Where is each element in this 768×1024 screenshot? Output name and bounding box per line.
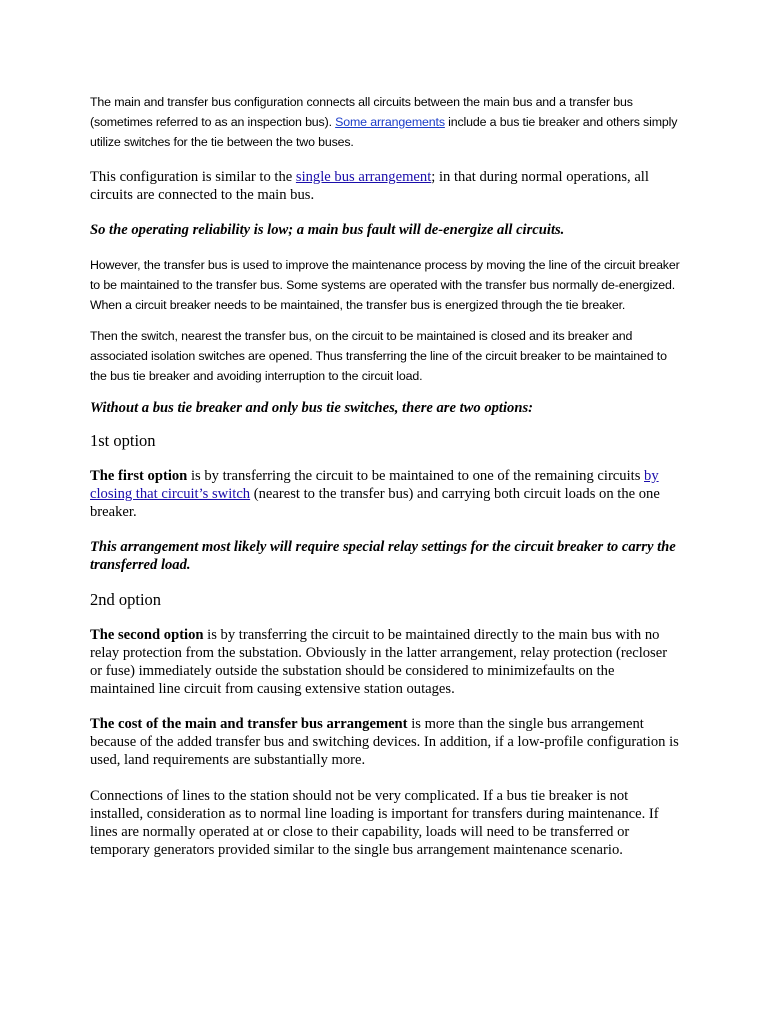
paragraph-second-option xyxy=(90,626,682,698)
closing-switch-link[interactable]: by closing that circuit’s switch xyxy=(90,468,659,502)
paragraph-similar xyxy=(90,168,682,204)
paragraph-cost xyxy=(90,715,682,769)
first-option-text-a: is by transferring the circuit to be maintained to one of the remaining circuits xyxy=(187,468,645,484)
some-arrangements-link[interactable]: Some arrangements xyxy=(335,115,445,129)
cost-bold: The cost of the main and transfer bus arrangement xyxy=(90,716,408,732)
paragraph-first-option xyxy=(90,467,682,521)
paragraph-intro xyxy=(90,92,682,152)
paragraph-intro-text-a: The main and transfer bus configuration connects all circuits between the main bus and a transfer bus (sometimes referred to as an inspection bus). xyxy=(90,95,633,129)
first-option-text-b: (nearest to the transfer bus) and carrying both circuit loads on the one breaker. xyxy=(90,486,660,520)
heading-second-option: 2nd option xyxy=(90,590,162,609)
paragraph-intro-text-b: include a bus tie breaker and others simply utilize switches for the tie between the two buses. xyxy=(90,115,678,149)
document-page xyxy=(90,92,682,859)
first-option-bold: The first option xyxy=(90,468,188,484)
paragraph-without: Without a bus tie breaker and only bus tie switches, there are two options: xyxy=(90,400,533,416)
heading-first-option: 1st option xyxy=(90,431,156,450)
paragraph-then: Then the switch, nearest the transfer bus, on the circuit to be maintained is closed and its breaker and associated isolation switches are opened. Thus transferring the line of the circuit breaker to be maintained to the bus tie breaker and avoiding interruption to the circuit load. xyxy=(90,329,667,383)
paragraph-reliability: So the operating reliability is low; a main bus fault will de-energize all circuits. xyxy=(90,222,565,238)
single-bus-arrangement-link[interactable]: single bus arrangement xyxy=(295,169,432,185)
paragraph-similar-text-b: ; in that during normal operations, all circuits are connected to the main bus. xyxy=(90,169,649,203)
paragraph-similar-text-a: This configuration is similar to the xyxy=(90,169,296,185)
paragraph-connections: Connections of lines to the station should not be very complicated. If a bus tie breaker is not installed, consideration as to normal line loading is important for transfers during maintenance. If lines are normally operated at or close to their capability, loads will need to be transferred or temporary generators provided similar to the single bus arrangement maintenance scenario. xyxy=(90,788,659,858)
paragraph-relay-settings: This arrangement most likely will require special relay settings for the circuit breaker to carry the transferred load. xyxy=(90,539,676,573)
cost-text: is more than the single bus arrangement because of the added transfer bus and switching devices. In addition, if a low-profile configuration is used, land requirements are substantially more. xyxy=(90,716,679,768)
second-option-text: is by transferring the circuit to be maintained directly to the main bus with no relay protection from the substation. Obviously in the latter arrangement, relay protection (recloser or fuse) immediately outside the substation should be considered to minimizefaults on the maintained line circuit from causing extensive station outages. xyxy=(90,627,668,697)
second-option-bold: The second option xyxy=(90,627,204,643)
paragraph-however: However, the transfer bus is used to improve the maintenance process by moving the line of the circuit breaker to be maintained to the transfer bus. Some systems are operated with the transfer bus normally de-energized. When a circuit breaker needs to be maintained, the transfer bus is energized through the tie breaker. xyxy=(90,258,680,312)
